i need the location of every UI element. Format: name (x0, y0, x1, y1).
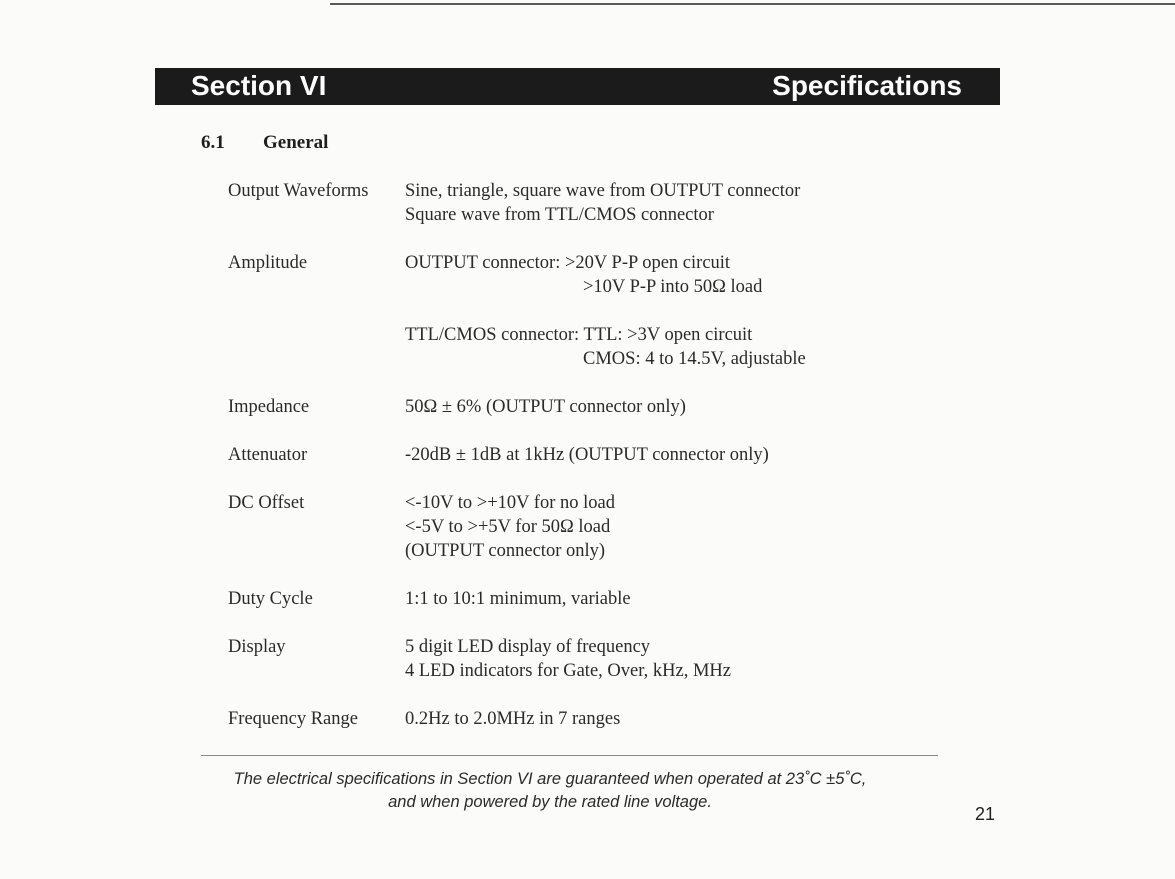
spec-value-attenuator: -20dB ± 1dB at 1kHz (OUTPUT connector only) (405, 445, 769, 465)
spec-line: Sine, triangle, square wave from OUTPUT connector (405, 181, 801, 201)
spec-label-duty-cycle: Duty Cycle (228, 589, 313, 609)
spec-line: Square wave from TTL/CMOS connector (405, 205, 714, 225)
spec-label-attenuator: Attenuator (228, 445, 308, 465)
spec-line: (OUTPUT connector only) (405, 541, 606, 561)
spec-label-dc-offset: DC Offset (228, 493, 305, 513)
spec-line: OUTPUT connector: >20V P-P open circuit (405, 253, 731, 273)
spec-label-impedance: Impedance (228, 397, 310, 417)
spec-value-dc-offset (405, 491, 615, 563)
spec-line: TTL/CMOS connector: TTL: >3V open circuit (405, 325, 753, 345)
spec-label-amplitude: Amplitude (228, 253, 308, 273)
chapter-title: Specifications (772, 70, 962, 101)
spec-label-display: Display (228, 637, 286, 657)
subsection-number: 6.1 (201, 132, 225, 153)
section-label: Section VI (191, 70, 327, 101)
spec-line: 4 LED indicators for Gate, Over, kHz, MHz (405, 661, 731, 681)
footnote-line: The electrical specifications in Section VI are guaranteed when operated at 23˚C ±5˚C, (233, 770, 867, 788)
footnote-line: and when powered by the rated line voltage. (388, 793, 712, 811)
spec-value-duty-cycle: 1:1 to 10:1 minimum, variable (405, 589, 631, 609)
spec-value-frequency-range: 0.2Hz to 2.0MHz in 7 ranges (405, 709, 621, 729)
spec-line: <-10V to >+10V for no load (405, 493, 615, 513)
spec-line: >10V P-P into 50Ω load (583, 277, 763, 297)
spec-label-frequency-range: Frequency Range (228, 709, 358, 729)
subsection-heading (201, 132, 328, 154)
spec-value-amplitude-ttl (405, 323, 806, 371)
spec-value-amplitude-output (405, 251, 762, 299)
spec-line: 5 digit LED display of frequency (405, 637, 651, 657)
spec-value-output-waveforms (405, 179, 800, 227)
subsection-title: General (263, 132, 329, 153)
top-rule (330, 3, 1175, 5)
spec-line: <-5V to >+5V for 50Ω load (405, 517, 611, 537)
spec-label-output-waveforms: Output Waveforms (228, 181, 369, 201)
section-header-bar (155, 68, 1000, 105)
spec-value-impedance: 50Ω ± 6% (OUTPUT connector only) (405, 397, 686, 417)
spec-line: CMOS: 4 to 14.5V, adjustable (583, 349, 806, 369)
spec-value-display (405, 635, 731, 683)
footnote-divider (201, 755, 938, 756)
page-number: 21 (975, 804, 996, 824)
footnote (160, 768, 940, 814)
